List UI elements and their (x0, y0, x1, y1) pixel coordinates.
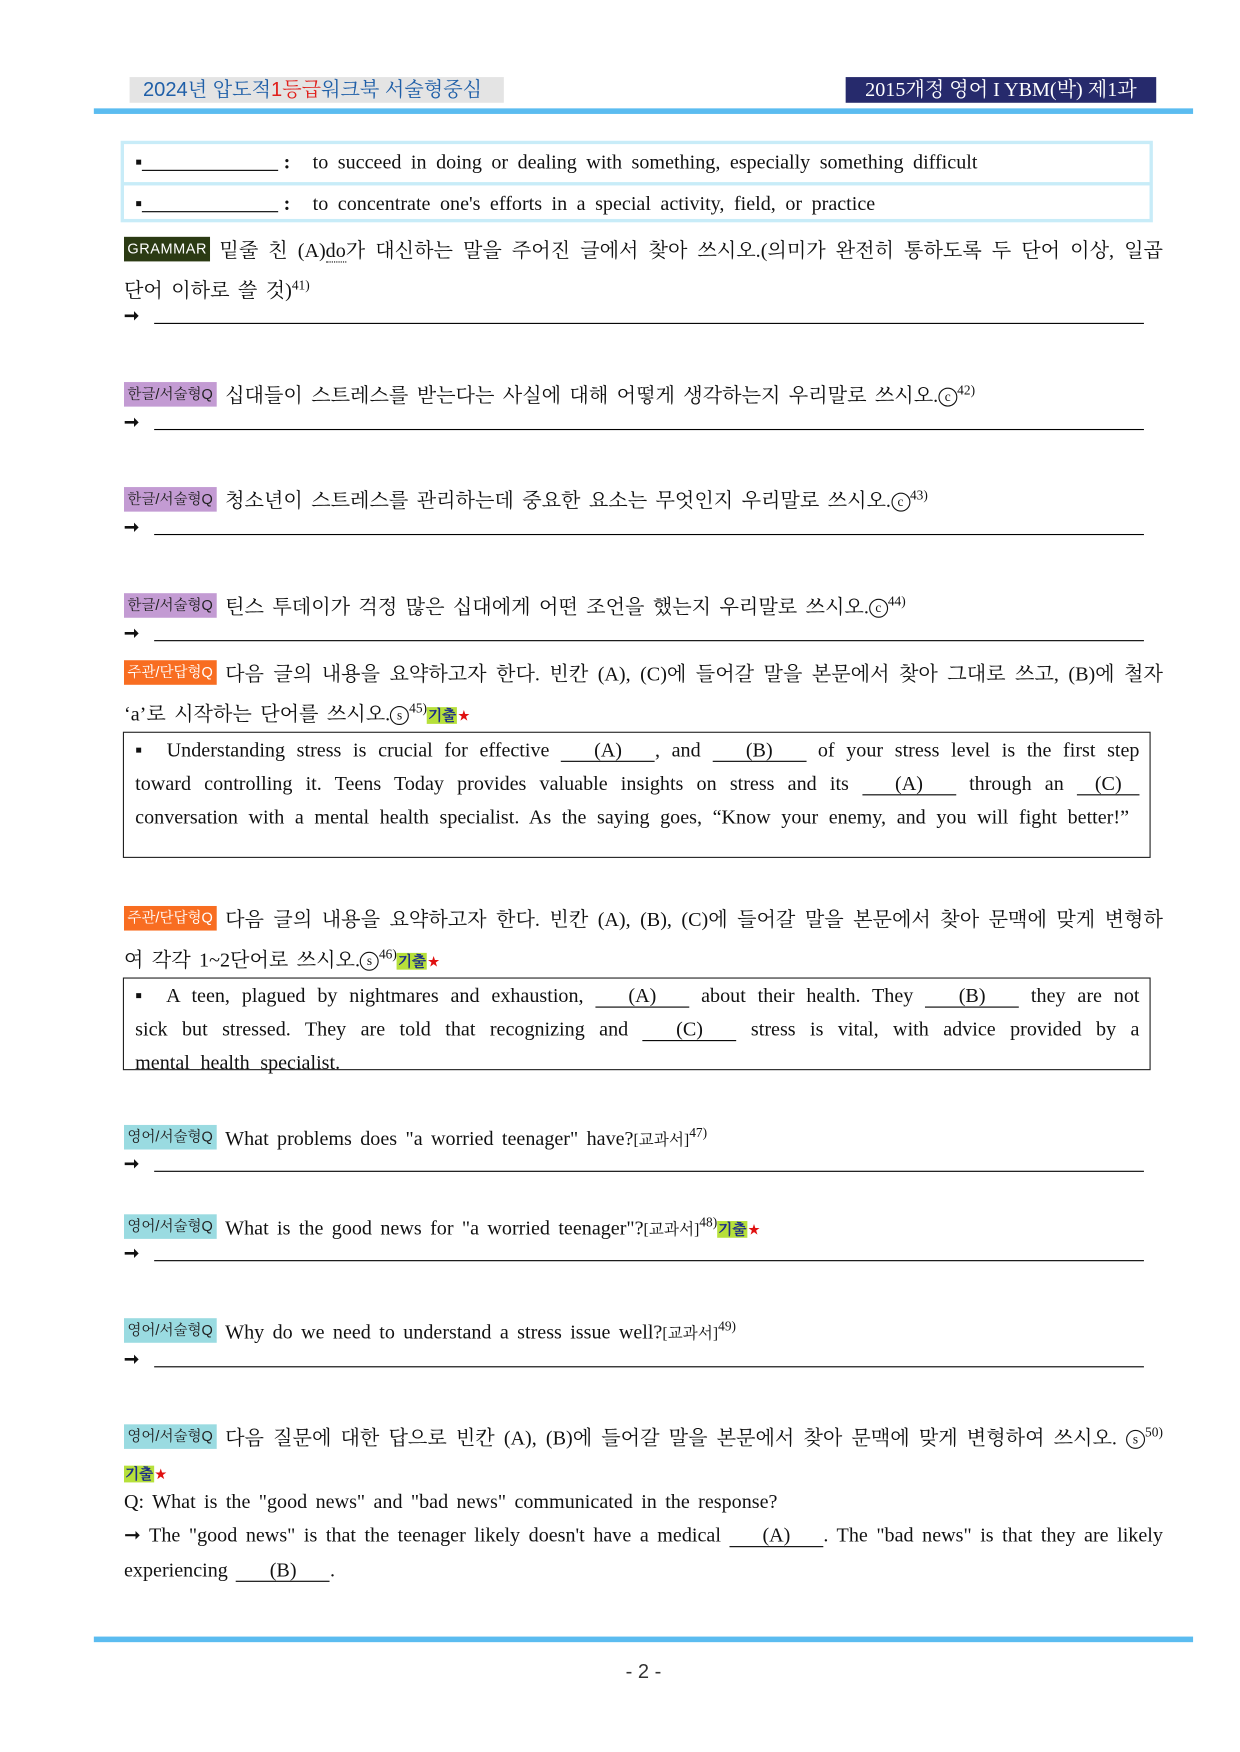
question-text: What is the good news for "a worried teenager"? (225, 1216, 644, 1239)
circled-c-icon: c (869, 599, 888, 618)
footnote-number: 49) (718, 1318, 736, 1334)
answer-line[interactable] (124, 1244, 1144, 1269)
footnote-number: 47) (689, 1124, 708, 1141)
short-answer-badge: 주관/단답형Q (124, 660, 216, 685)
bullet: ▪ (135, 150, 143, 174)
blank-b[interactable]: (B) (712, 738, 806, 761)
summary-text: Understanding stress is crucial for effective (166, 738, 550, 761)
blank-b[interactable]: (B) (236, 1558, 330, 1581)
short-answer-badge: 주관/단답형Q (124, 906, 216, 931)
page-number: - 2 - (625, 1660, 662, 1683)
answer-line[interactable] (124, 309, 1144, 331)
question-text: What problems does "a worried teenager" have? (225, 1127, 634, 1150)
question-49 (124, 1309, 1163, 1352)
answer-text: . The "bad news" is that they are likely experiencing (124, 1523, 1163, 1581)
blank-a[interactable]: (A) (595, 984, 689, 1007)
circled-s-icon: s (390, 705, 409, 724)
star-icon: ★ (457, 706, 471, 724)
question-text: Why do we need to understand a stress issue well? (225, 1320, 663, 1343)
arrow-icon: ➞ (124, 518, 139, 538)
summary-text: of your stress level is the first step toward controlling it. Teens Today provides valuable insights on stress and its (135, 738, 1140, 795)
star-icon: ★ (427, 952, 441, 970)
question-41 (124, 233, 1163, 307)
footnote-number: 44) (887, 593, 906, 609)
title-text-end: 워크북 서술형중심 (321, 78, 483, 101)
prompt-question: Q: What is the "good news" and "bad news" communicated in the response? (124, 1490, 778, 1513)
blank-c[interactable]: (C) (1077, 772, 1140, 795)
question-42 (124, 373, 1163, 413)
circled-c-icon: c (938, 388, 957, 407)
answer-underline[interactable] (154, 534, 1144, 535)
english-writing-badge: 영어/서술형Q (124, 1424, 216, 1449)
question-50 (124, 1415, 1163, 1491)
vocab-blank[interactable] (142, 150, 278, 171)
question-47 (124, 1116, 1163, 1159)
textbook-tag: [교과서] (643, 1222, 700, 1239)
blank-a[interactable]: (A) (561, 738, 655, 761)
footnote-number: 42) (957, 382, 976, 398)
grammar-badge: GRAMMAR (124, 237, 210, 262)
vocab-table (121, 141, 1153, 223)
footnote-number: 41) (291, 276, 310, 293)
answer-underline[interactable] (154, 640, 1144, 641)
answer-line[interactable] (124, 413, 1144, 438)
question-text: 다음 글의 내용을 요약하고자 한다. 빈칸 (A), (B), (C)에 들어갈 말을 본문에서 찾아 문맥에 맞게 변형하여 각각 1~2단어로 쓰시오. (124, 908, 1163, 971)
answer-line[interactable] (124, 1157, 1144, 1179)
footnote-number: 45) (409, 699, 428, 716)
vocab-definition: to concentrate one's efforts in a special activity, field, or practice (312, 192, 876, 215)
bullet: ▪ (135, 738, 144, 761)
circled-s-icon: s (1126, 1430, 1145, 1449)
question-text: 다음 질문에 대한 답으로 빈칸 (A), (B)에 들어갈 말을 본문에서 찾아 문맥에 맞게 변형하여 쓰시오. (225, 1426, 1117, 1449)
textbook-tag: [교과서] (662, 1326, 719, 1343)
past-exam-badge: 기출 (718, 1221, 747, 1238)
arrow-icon: ➞ (124, 1155, 139, 1175)
english-writing-badge: 영어/서술형Q (124, 1214, 216, 1239)
title-highlight: 1등급 (271, 78, 322, 101)
title-text: 2024년 압도적 (142, 78, 272, 101)
blank-b[interactable]: (B) (925, 984, 1019, 1007)
colon: : (283, 192, 291, 215)
question-48 (124, 1205, 1163, 1248)
workbook-title (130, 77, 504, 103)
blank-c[interactable]: (C) (643, 1018, 737, 1041)
circled-s-icon: s (360, 951, 379, 970)
summary-text: , and (654, 738, 701, 761)
circled-c-icon: c (891, 493, 910, 512)
answer-text: The "good news" is that the teenager likely doesn't have a medical (149, 1523, 721, 1547)
star-icon: ★ (747, 1221, 761, 1238)
korean-writing-badge: 한글/서술형Q (124, 382, 216, 407)
vocab-blank[interactable] (142, 191, 278, 212)
answer-line[interactable] (124, 1350, 1144, 1375)
answer-underline[interactable] (154, 1260, 1144, 1261)
footnote-number: 48) (699, 1214, 718, 1230)
question-text: 가 대신하는 말을 주어진 글에서 찾아 쓰시오.(의미가 완전히 통하도록 두 단어 이상, 일곱 단어 이하로 쓸 것) (124, 239, 1163, 302)
question-46 (124, 903, 1163, 979)
arrow-icon: ➞ (124, 1244, 139, 1264)
past-exam-badge: 기출 (397, 952, 427, 970)
star-icon: ★ (154, 1465, 168, 1482)
question-text: 청소년이 스트레스를 관리하는데 중요한 요소는 무엇인지 우리말로 쓰시오. (225, 489, 891, 512)
arrow-icon: ➞ (124, 1350, 139, 1370)
footnote-number: 46) (378, 945, 397, 962)
summary-text: about their health. They (701, 984, 914, 1007)
past-exam-badge: 기출 (125, 1465, 154, 1482)
answer-text: . (330, 1557, 336, 1581)
summary-text: they are not sick but stressed. They are told that recognizing and (135, 984, 1140, 1041)
summary-text: through an (969, 771, 1064, 795)
course-label: 2015개정 영어 I YBM(박) 제1과 (846, 77, 1157, 103)
answer-line[interactable] (124, 518, 1144, 543)
arrow-icon: ➞ (124, 624, 139, 644)
arrow-icon: ➞ (124, 1523, 141, 1547)
blank-a[interactable]: (A) (729, 1524, 823, 1547)
answer-line[interactable] (124, 624, 1144, 649)
header-divider (94, 108, 1193, 114)
answer-underline[interactable] (154, 429, 1144, 430)
footnote-number: 50) (1145, 1424, 1163, 1440)
textbook-tag: [교과서] (633, 1132, 690, 1150)
question-43 (124, 478, 1163, 518)
summary-text: stress is vital, with advice provided by a mental health specialist. (135, 1017, 1140, 1074)
past-exam-badge: 기출 (428, 706, 457, 724)
summary-text: conversation with a mental health specialist. As the saying goes, “Know your enemy, and you will fight better!” (135, 805, 1130, 828)
summary-box (123, 732, 1151, 858)
summary-box (123, 977, 1151, 1074)
vocab-definition: to succeed in doing or dealing with something, especially something difficult (312, 150, 978, 174)
bullet: ▪ (135, 984, 144, 1007)
arrow-icon: ➞ (124, 413, 139, 433)
question-44 (124, 584, 1163, 624)
answer-underline[interactable] (154, 1366, 1144, 1367)
answer-underline[interactable] (154, 323, 1144, 324)
question-text: 틴스 투데이가 걱정 많은 십대에게 어떤 조언을 했는지 우리말로 쓰시오. (225, 595, 869, 618)
vocab-row (124, 144, 1150, 181)
footer-divider (94, 1637, 1193, 1643)
question-45 (124, 657, 1163, 733)
bullet: ▪ (135, 192, 143, 215)
question-text: 십대들이 스트레스를 받는다는 사실에 대해 어떻게 생각하는지 우리말로 쓰시오. (225, 384, 939, 407)
vocab-row (124, 182, 1150, 222)
underlined-word: do (325, 239, 346, 262)
colon: : (283, 150, 291, 174)
summary-text: A teen, plagued by nightmares and exhaustion, (166, 984, 584, 1007)
answer-underline[interactable] (154, 1171, 1144, 1172)
korean-writing-badge: 한글/서술형Q (124, 593, 216, 618)
english-writing-badge: 영어/서술형Q (124, 1318, 216, 1343)
footnote-number: 43) (909, 487, 928, 503)
english-writing-badge: 영어/서술형Q (124, 1125, 216, 1150)
blank-a[interactable]: (A) (862, 772, 956, 795)
question-text: 다음 글의 내용을 요약하고자 한다. 빈칸 (A), (C)에 들어갈 말을 본문에서 찾아 그대로 쓰고, (B)에 철자 ‘a’로 시작하는 단어를 쓰시오. (124, 662, 1163, 725)
arrow-icon: ➞ (124, 307, 139, 327)
answer-sentence (124, 1518, 1163, 1586)
question-text: 밑줄 친 (A) (219, 239, 326, 262)
korean-writing-badge: 한글/서술형Q (124, 487, 216, 512)
